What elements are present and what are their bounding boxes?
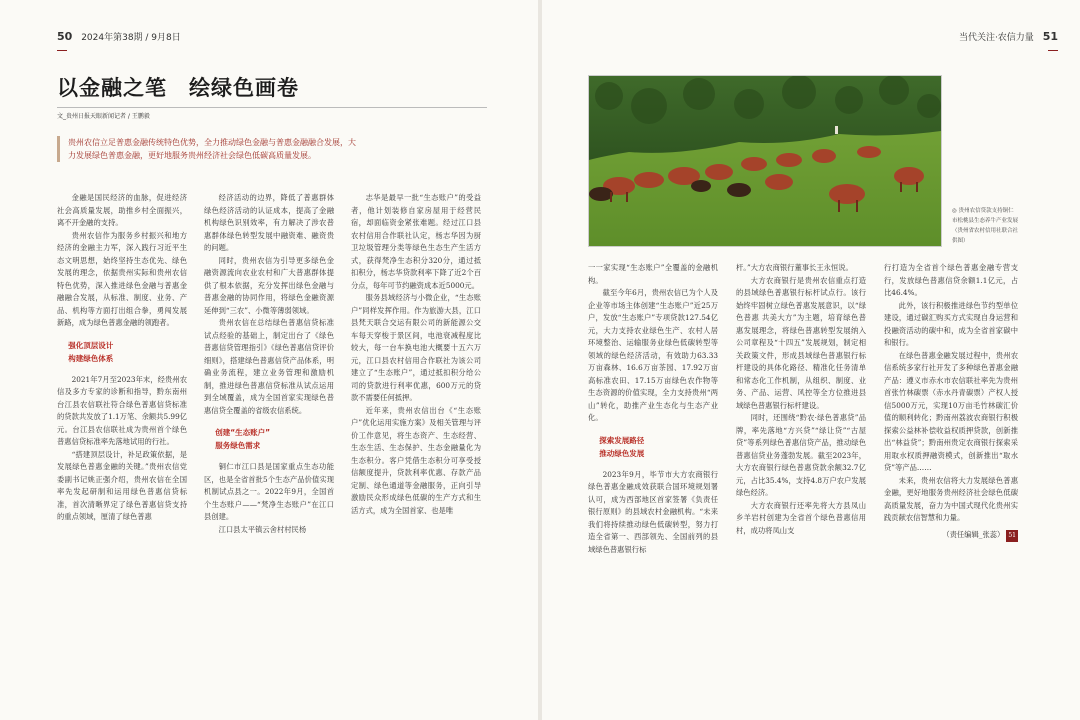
paragraph: 近年来，贵州农信出台《“生态账户”优化运用实施方案》及相关管理与评价工作意见，将生态资产、生态经营、生态生活、生态保护、生态金融量化为生态积分。客户凭借生态积分可享受授信额度提升，贷款利率优惠、存款产品定制、绿色通道等金融服务，正向引导激励民众形成绿色低碳的生产方式和生活方式，成为全国首家、也是唯 [351, 405, 481, 515]
heading-line: 探索发展路径 [599, 435, 645, 445]
paragraph: 铜仁市江口县是国家重点生态功能区，也是全省首批5个生态产品价值实现机制试点县之一。2022年9月，全国首个生态账户——“梵净生态账户”在江口县创建。 [204, 462, 334, 521]
paragraph: “搭建顶层设计，补足政策依据，是发展绿色普惠金融的关键。”贵州农信党委副书记姚正强介绍，贵州农信在全国率先发起研制和运用绿色普惠信贷标准，首次清晰界定了绿色普惠信贷支持的重点领域，厘清了绿色普惠 [57, 449, 187, 521]
paragraph: 大方农商银行是贵州农信重点打造的县域绿色普惠银行标杆试点行。该行始终牢固树立绿色普惠发展意识，以“绿色普惠 共美大方”为主题，培育绿色普惠发展理念，将绿色普惠转型发展纳入公司章程及“十四五”发展规划，制定相关政策文件，形成县域绿色普惠银行标杆建设的具体化路径、精准化任务清单和常态化工作机制，从组织、制度、业务、产品、运营、风控等全方位推进县域绿色普惠银行标杆建设。 [736, 275, 866, 410]
heading-line: 构建绿色体系 [68, 353, 114, 363]
section-name: 当代关注·农信力量 [958, 33, 1034, 43]
title-rule [57, 107, 487, 108]
section-heading [588, 434, 718, 460]
byline: 文_贵州日报天眼新闻记者 / 王鹏毅 [57, 113, 150, 120]
left-header [57, 30, 181, 43]
text-column-4 [588, 262, 718, 702]
right-page-number: 51 [1042, 30, 1058, 43]
editor-credit [884, 529, 1018, 543]
header-rule [1048, 50, 1058, 51]
caption-marker: ◎ [952, 208, 957, 214]
lead-paragraph: 贵州农信立足普惠金融传统特色优势，全力推动绿色金融与普惠金融融合发展，大力发展绿色普惠金融，更好地服务贵州经济社会绿色低碳高质量发展。 [57, 136, 360, 162]
paragraph: 同时，贵州农信为引导更多绿色金融资源流向农业农村和广大普惠群体提供了根本依据，充分发挥出绿色金融与普惠金融的协同作用，将绿色金融资源延伸到“三农”、小微等薄弱领域。 [204, 255, 334, 315]
left-page-number: 50 [57, 30, 73, 43]
paragraph: 江口县太平镇云舍村村民杨 [218, 524, 307, 534]
paragraph: 贵州农信在总结绿色普惠信贷标准试点经验的基础上，制定出台了《绿色普惠信贷管理指引》《绿色普惠信贷评价细则》，搭建绿色普惠信贷产品体系，明确业务流程，建立业务管理和激励机制，推进绿色普惠信贷标准从试点运用到全域覆盖，成为全国首家实现绿色普惠信贷全覆盖的省级农信系统。 [204, 318, 334, 415]
article-title: 以金融之笔 绘绿色画卷 [57, 75, 299, 100]
left-page [0, 0, 538, 720]
text-column-3 [351, 192, 481, 702]
heading-line: 服务绿色需求 [215, 441, 261, 450]
paragraph: 志华是最早一批“生态账户”的受益者，他计划装修自家房屋用于经营民宿，却面临资金紧张难题。经过江口县农村信用合作联社认定，杨志华因为厨卫垃圾管理分类等绿色生态生产生活方式，获得梵净生态积分320分，通过抵扣积分，杨志华贷款利率下降了近2个百分点，每年可节约融资成本近5000元。 [351, 193, 481, 290]
section-heading [204, 426, 334, 452]
issue-info: 2024年第38期 / 9月8日 [81, 33, 181, 43]
text-column-1 [57, 192, 187, 702]
heading-line: 创建“生态账户” [215, 428, 271, 437]
paragraph: 在绿色普惠金融发展过程中，贵州农信系统多家行社开发了多种绿色普惠金融产品：遵义市赤水市农信联社率先为贵州首张竹林碳票（赤水丹青碳票）产权人授信5000万元，实现10万亩毛竹林碳汇价值的顺利转化；黔南州荔波农商银行积极探索公益林补偿收益权质押贷款，创新推出“林益贷”；黔南州贵定农商银行探索采用取水权质押融资模式，创新推出“取水贷”等产品…… [884, 350, 1018, 472]
paragraph: 未来，贵州农信将大力发展绿色普惠金融，更好地服务贵州经济社会绿色低碳高质量发展，奋力为中国式现代化贵州实践贡献农信智慧和力量。 [884, 475, 1018, 522]
page-end-tag: 51 [1006, 530, 1018, 543]
heading-line: 推动绿色发展 [599, 448, 645, 458]
paragraph: 服务县域经济与小微企业，“生态账户”同样发挥作用。作为旅游大县，江口县梵天联合交运有限公司的新能源公交车每天穿梭于景区间，电池衰减程度比较大，每一台车换电池大概要十五六万元，江口县农村信用合作联社为该公司建立了“生态账户”，通过抵扣积分给公司的贷款进行利率优惠，600万元的贷款不需要任何抵押。 [351, 293, 481, 402]
paragraph: 2021年7月至2023年末，经贵州农信及多方专家的诊断和指导，黔东南州台江县农信联社符合绿色普惠信贷标准的贷款共发放了1.1万笔、余额共5.99亿元。台江县农信联社成为贵州首个绿色普惠信贷标准率先落地试用的行社。 [57, 374, 187, 446]
paragraph: 一一家实现“生态账户”全覆盖的金融机构。 [588, 263, 718, 285]
paragraph: 行打造为全省首个绿色普惠金融专营支行，发放绿色普惠信贷余额1.1亿元，占比46.4%。 [884, 263, 1018, 297]
paragraph: 金融是国民经济的血脉，促进经济社会高质量发展，助推乡村全面振兴，离不开金融的支持。 [57, 193, 187, 227]
photo-caption [952, 206, 1018, 246]
text-column-2 [204, 192, 334, 702]
editor-name: （责任编辑_张蕊） [942, 529, 1005, 539]
paragraph: 贵州农信作为服务乡村振兴和地方经济的金融主力军，深入践行习近平生态文明思想，始终坚持生态优先、绿色发展的理念，依据贵州实际和贵州农信特色优势，深入推进绿色金融与普惠金融融合发展，从标准、制度、业务、产品、机构等方面打出组合拳，勇闯发展新路，成为绿色普惠金融的领跑者。 [57, 230, 187, 327]
caption-text: 贵州农信贷款支持铜仁市松桃县生态养牛产业发展（贵州省农村信用社联合社供图） [952, 208, 1019, 244]
paragraph: 此外，该行积极推进绿色节约型单位建设，通过碳汇购买方式实现自身运营和投融资活动的碳中和，成为全省首家碳中和银行。 [884, 300, 1018, 347]
right-page [542, 0, 1080, 720]
text-column-5 [736, 262, 866, 702]
right-header [959, 30, 1058, 43]
cattle-pasture-photo [588, 75, 942, 247]
paragraph: 大方农商银行还率先将大方县凤山乡羊岩村创建为全省首个绿色普惠信用村，成功将凤山支 [736, 500, 866, 535]
photo-illustration [589, 76, 941, 246]
paragraph: 2023年9月，毕节市大方农商银行绿色普惠金融成效获联合国环境规划署认可，成为西部地区首家签署《负责任银行原则》的县域农村金融机构。“未来我们将持续推动绿色低碳转型，努力打造全省第一、西部领先、全国前列的县域绿色普惠银行标 [588, 469, 718, 554]
paragraph: 同时，还围绕“黔农·绿色普惠贷”品牌，率先落地“方兴贷”“绿让贷”“古屋贷”等系列绿色普惠信贷产品，推动绿色普惠信贷业务蓬勃发展。截至2023年，大方农商银行绿色普惠贷款余额32.7亿元，占比35.4%，支持4.8万户农户发展绿色经济。 [736, 413, 866, 497]
paragraph: 杆。”大方农商银行董事长王永恒说。 [736, 263, 853, 272]
paragraph: 截至今年6月，贵州农信已为个人及企业等市场主体创建“生态账户”近25万户，发放“生态账户”专项贷款127.54亿元，大力支持农业绿色生产、农村人居环境整治、运输服务业绿色低碳转型等领域的绿色经济活动，有效助力63.33万亩森林、16.6万亩茶园、17.92万亩高标准农田、17.15万亩绿色农作物等生态资源的价值实现，全力支持贵州“两山”转化，助推产业生态化与生态产业化。 [588, 288, 718, 422]
text-column-6 [884, 262, 1018, 702]
header-rule [57, 50, 67, 51]
paragraph: 经济活动的边界，降低了普惠群体绿色经济活动的认证成本，提高了金融机构绿色识别效率，有力解决了涉农普惠群体绿色转型发展中融资难、融资贵的问题。 [204, 193, 334, 252]
section-heading [57, 339, 187, 365]
heading-line: 强化顶层设计 [68, 340, 114, 350]
